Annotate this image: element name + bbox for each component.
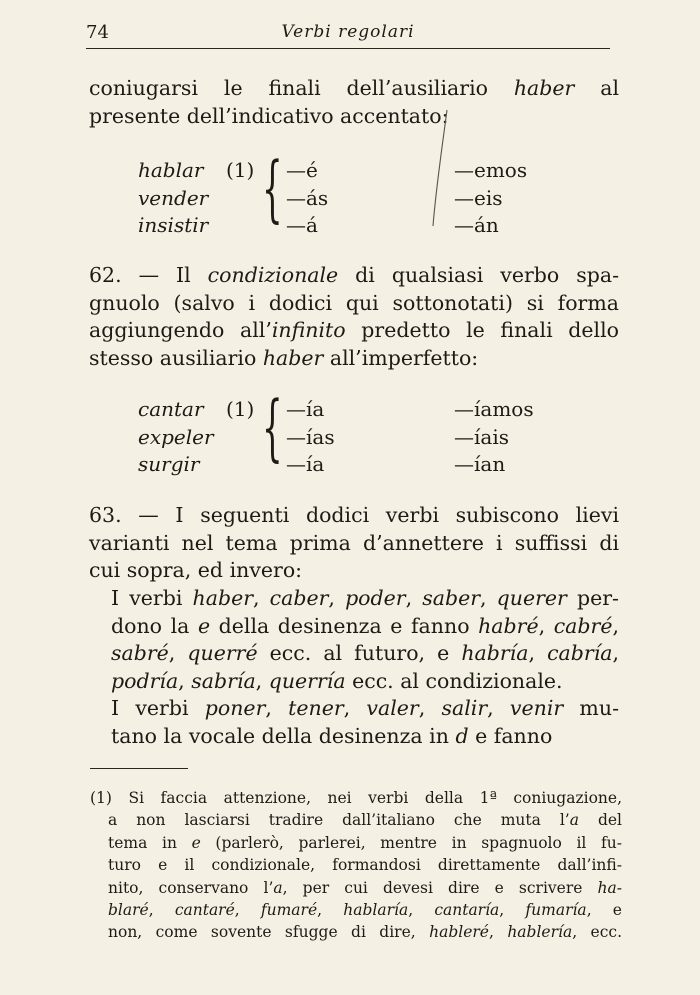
italic-run: fumaré (260, 901, 318, 920)
text-run: del (578, 811, 622, 830)
text-run: a non lasciarsi tradire dall’italiano che muta l’ (108, 811, 570, 830)
text-run: coniugarsi le finali dell’ausiliario (89, 76, 514, 100)
text-run: turo e il condizionale, formandosi direttamente dall’infi- (108, 856, 622, 875)
italic-run: e (191, 833, 201, 852)
ending-singular: —é (286, 158, 318, 182)
text-run: , (343, 696, 367, 720)
verb-cantar: cantar (138, 397, 204, 421)
text-line (111, 613, 619, 641)
brace-glyph: { (262, 146, 283, 230)
italic-run: condizionale (207, 263, 339, 287)
text-run: per- (566, 586, 619, 610)
text-run: tano la vocale della desinenza in (111, 723, 456, 748)
footnote (90, 787, 622, 944)
verb-vender: vender (138, 185, 209, 210)
ending-plural: —án (454, 213, 499, 237)
text-line (89, 317, 619, 345)
italic-run: sabré (111, 641, 169, 665)
text-run: 62. — Il (89, 263, 208, 287)
italic-run: querría (268, 668, 346, 693)
intro-paragraph (89, 75, 619, 130)
text-line (90, 809, 622, 831)
text-line (111, 640, 619, 668)
page-number: 74 (86, 22, 109, 43)
italic-run: a (569, 811, 579, 830)
text-run: stesso ausiliario (89, 345, 263, 370)
italic-run: caber (269, 586, 329, 610)
paragraph-63-first-group (111, 585, 619, 695)
italic-run: fumaría (525, 901, 587, 920)
text-run: , (178, 668, 192, 693)
header-rule (86, 48, 610, 49)
text-run: varianti nel tema prima d’annettere i suffissi di (89, 530, 619, 555)
italic-run: d (455, 723, 469, 748)
ending-singular: —ía (286, 452, 325, 476)
italic-run: haber (262, 345, 324, 370)
italic-run: hableré (429, 923, 489, 942)
text-run: ecc. al condizionale. (345, 668, 563, 693)
italic-run: e (197, 613, 211, 638)
text-run: , e (586, 901, 622, 920)
ending-plural: —emos (454, 158, 528, 182)
text-line (89, 530, 619, 558)
verb-insistir: insistir (138, 213, 209, 237)
text-run: I verbi (111, 586, 193, 610)
italic-run: a (273, 878, 283, 897)
italic-run: querré (187, 641, 258, 665)
paragraph-63-second-group (111, 695, 619, 750)
text-run: di qualsiasi verbo spa- (338, 263, 619, 287)
text-run: , (418, 696, 442, 720)
footnote-marker: (1) (226, 158, 255, 182)
italic-run: tener (288, 696, 344, 720)
text-line (90, 854, 622, 876)
text-run: non, come sovente sfugge di dire, (108, 923, 430, 942)
verb-expeler: expeler (138, 424, 214, 449)
text-run: , ecc. (572, 923, 622, 942)
italic-run: cantaré (174, 901, 235, 920)
running-title: Verbi regolari (281, 22, 415, 42)
ending-singular: —á (286, 213, 318, 237)
italic-run: ha- (597, 878, 622, 897)
italic-run: salir (441, 696, 488, 720)
text-run: cui sopra, ed invero: (89, 558, 303, 582)
text-run: I verbi (111, 696, 205, 720)
italic-run: hablería (507, 923, 573, 942)
text-run: ecc. al futuro, e (257, 641, 462, 665)
italic-run: hablaría (343, 901, 409, 920)
text-run: , (408, 901, 435, 920)
text-run: , (612, 641, 619, 665)
ending-singular: —ía (286, 397, 325, 421)
text-run: , (265, 696, 289, 720)
verb-hablar: hablar (138, 158, 204, 182)
text-line (89, 103, 619, 131)
text-line (90, 787, 622, 809)
text-run: 63. — I seguenti dodici verbi subiscono lievi (89, 503, 619, 527)
text-run: all’imperfetto: (323, 345, 479, 370)
italic-run: podría (111, 668, 179, 693)
ending-singular: —ías (286, 424, 335, 449)
ending-plural: —ían (454, 452, 506, 476)
text-line (90, 921, 622, 943)
text-run: , (499, 901, 526, 920)
italic-run: blaré (108, 901, 149, 920)
text-line (111, 668, 619, 696)
text-run: , (538, 613, 554, 638)
text-run: , (317, 901, 344, 920)
italic-run: cantaría (434, 901, 500, 920)
italic-run: cabría (547, 641, 613, 665)
text-run: , (255, 668, 269, 693)
paragraph-62 (89, 262, 619, 372)
italic-run: cabré (553, 613, 613, 638)
italic-run: habría (461, 641, 529, 665)
text-line (89, 75, 619, 103)
text-run: , per cui devesi dire e scrivere (282, 878, 598, 897)
text-run: , (234, 901, 261, 920)
text-line (89, 557, 619, 585)
text-run: nito, conservano l’ (108, 878, 274, 897)
text-line (111, 723, 619, 751)
ending-plural: —eis (454, 185, 503, 210)
ending-plural: —íais (454, 424, 509, 449)
text-run: al (574, 76, 620, 100)
text-run: mu- (563, 696, 619, 720)
conjugation-table-conditional (138, 385, 558, 481)
italic-run: valer (366, 696, 419, 720)
text-line (111, 585, 619, 613)
text-line (90, 832, 622, 854)
text-run: (parlerò, parlerei, mentre in spagnuolo il fu- (200, 833, 622, 852)
italic-run: venir (509, 696, 564, 720)
italic-run: poner (204, 696, 266, 720)
italic-run: haber (513, 76, 575, 100)
text-run: e fanno (468, 723, 553, 748)
text-line (90, 899, 622, 921)
ending-plural: —íamos (454, 397, 534, 421)
paragraph-63 (89, 502, 619, 585)
text-run: , (528, 641, 548, 665)
text-run: , (328, 586, 346, 610)
footnote-rule (90, 768, 188, 769)
text-line (89, 502, 619, 530)
text-run: , (612, 613, 619, 638)
text-run: , (405, 586, 423, 610)
text-run: della desinenza e fanno (210, 613, 479, 638)
italic-run: poder (345, 586, 406, 610)
text-run: aggiungendo all’ (89, 318, 272, 342)
conjugation-table-future (138, 146, 558, 242)
footnote-marker: (1) (226, 397, 255, 421)
brace-glyph: { (262, 385, 283, 469)
text-line (89, 345, 619, 373)
text-line (111, 695, 619, 723)
text-run: , (148, 901, 175, 920)
text-line (90, 877, 622, 899)
text-run: , (488, 923, 508, 942)
italic-run: haber (192, 586, 254, 610)
text-run: , (487, 696, 510, 720)
text-run: predetto le finali dello (345, 318, 619, 342)
page-header (86, 20, 610, 48)
italic-run: saber (422, 586, 481, 610)
italic-run: querer (496, 586, 567, 610)
text-run: , (480, 586, 497, 610)
italic-run: habré (478, 613, 539, 638)
text-run: , (168, 641, 188, 665)
verb-surgir: surgir (138, 452, 200, 476)
text-run: dono la (111, 613, 198, 638)
text-run: gnuolo (salvo i dodici qui sottonotati) si forma (89, 290, 619, 315)
text-line (89, 262, 619, 290)
text-run: presente dell’indicativo accentato: (89, 103, 449, 128)
text-line (89, 290, 619, 318)
text-run: , (253, 586, 270, 610)
ending-singular: —ás (286, 185, 329, 210)
italic-run: infinito (271, 318, 346, 342)
italic-run: sabría (191, 668, 256, 693)
text-run: tema in (108, 833, 192, 852)
text-run: (1) Si faccia attenzione, nei verbi della 1ª coniugazione, (90, 789, 622, 807)
